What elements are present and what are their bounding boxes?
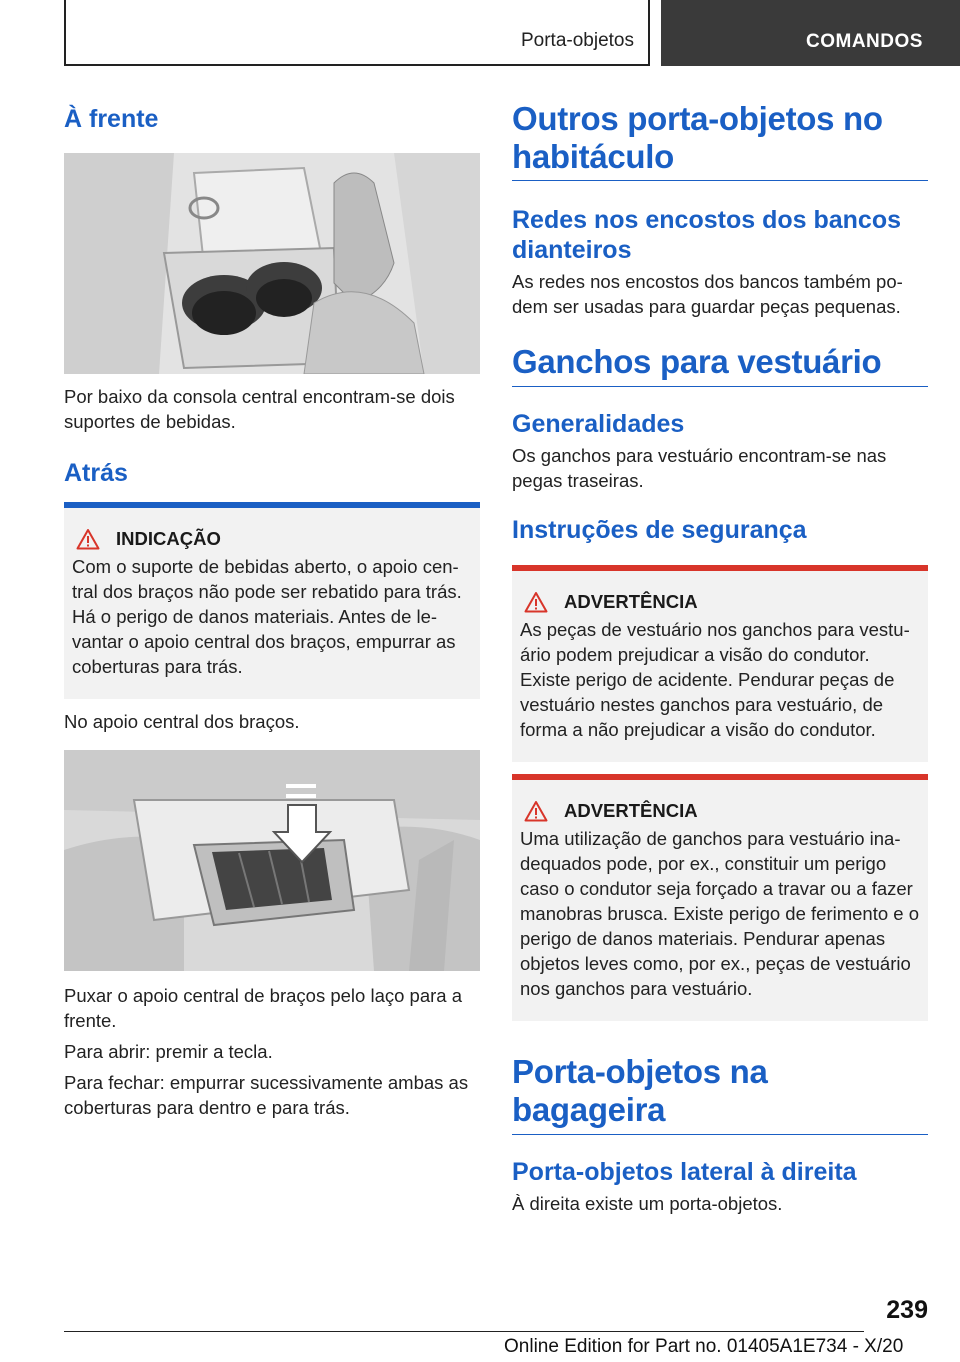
heading-rear: Atrás	[64, 459, 128, 487]
right-column	[512, 100, 928, 1216]
heading-boot-storage: Porta-objetos na bagageira	[512, 1053, 928, 1135]
heading-clothes-hooks: Ganchos para vestuário	[512, 343, 928, 387]
warning-text-2: Uma utilização de ganchos para vestuário ina-dequados pode, por ex., constituir um perigo caso o condutor seja forçado a travar ou a fazer manobras brusca. Existe perigo de ferimento e o perigo de danos materiais. Pendurar apenas objetos leves como, por ex., peças de vestuário nos ganchos para vestuário.	[520, 828, 919, 999]
text-side-storage: À direita existe um porta-objetos.	[512, 1193, 783, 1214]
warning-header-1	[520, 591, 920, 613]
header-chapter-tab	[661, 0, 960, 66]
cupholder-illustration	[64, 153, 480, 374]
text-open: Para abrir: premir a tecla.	[64, 1041, 273, 1062]
footer-edition: Online Edition for Part no. 01405A1E734 - X/20	[504, 1336, 904, 1357]
heading-seat-nets: Redes nos encostos dos bancos dianteiros	[512, 206, 901, 264]
header-chapter-label: COMANDOS	[806, 31, 923, 52]
text-seat-nets: As redes nos encostos dos bancos também po-dem ser usadas para guardar peças pequenas.	[512, 271, 903, 317]
warning-triangle-icon	[524, 591, 548, 613]
text-pull: Puxar o apoio central de braços pelo laço para a frente.	[64, 985, 463, 1031]
header-section-title: Porta-objetos	[520, 30, 634, 51]
warning-label-2: ADVERTÊNCIA	[564, 800, 698, 821]
footer-rule	[64, 1331, 864, 1332]
page-number: 239	[886, 1296, 928, 1324]
heading-other-storage: Outros porta-objetos no habitáculo	[512, 100, 928, 181]
warning-box-2	[512, 774, 928, 1021]
cupholder-image	[64, 153, 480, 374]
text-close: Para fechar: empurrar sucessivamente ambas as coberturas para dentro e para trás.	[64, 1072, 469, 1118]
header-frame	[64, 0, 650, 66]
heading-side-storage: Porta-objetos lateral à direita	[512, 1158, 857, 1186]
note-label: INDICAÇÃO	[116, 528, 221, 549]
note-box	[64, 502, 480, 699]
warning-text-1: As peças de vestuário nos ganchos para vestu-ário podem prejudicar a visão do condutor. Existe perigo de acidente. Pendurar peças de vestuário nestes ganchos para vestuário, de forma a não prejudicar a visão do condutor.	[520, 619, 910, 740]
note-header	[72, 528, 472, 550]
warning-triangle-icon	[524, 800, 548, 822]
left-column	[64, 100, 480, 1120]
text-front: Por baixo da consola central encontram-se dois suportes de bebidas.	[64, 386, 455, 432]
text-armrest: No apoio central dos braços.	[64, 711, 300, 732]
armrest-illustration	[64, 750, 480, 971]
warning-label-1: ADVERTÊNCIA	[564, 591, 698, 612]
note-text: Com o suporte de bebidas aberto, o apoio cen-tral dos braços não pode ser rebatido para trás. Há o perigo de danos materiais. Antes de le-vantar o apoio central dos braços, empurrar as coberturas para trás.	[72, 556, 462, 677]
heading-front: À frente	[64, 105, 159, 133]
warning-box-1	[512, 565, 928, 762]
warning-triangle-icon	[76, 528, 100, 550]
heading-general: Generalidades	[512, 410, 685, 438]
heading-safety: Instruções de segurança	[512, 516, 807, 544]
armrest-image	[64, 750, 480, 971]
text-general: Os ganchos para vestuário encontram-se nas pegas traseiras.	[512, 445, 887, 491]
warning-header-2	[520, 800, 920, 822]
